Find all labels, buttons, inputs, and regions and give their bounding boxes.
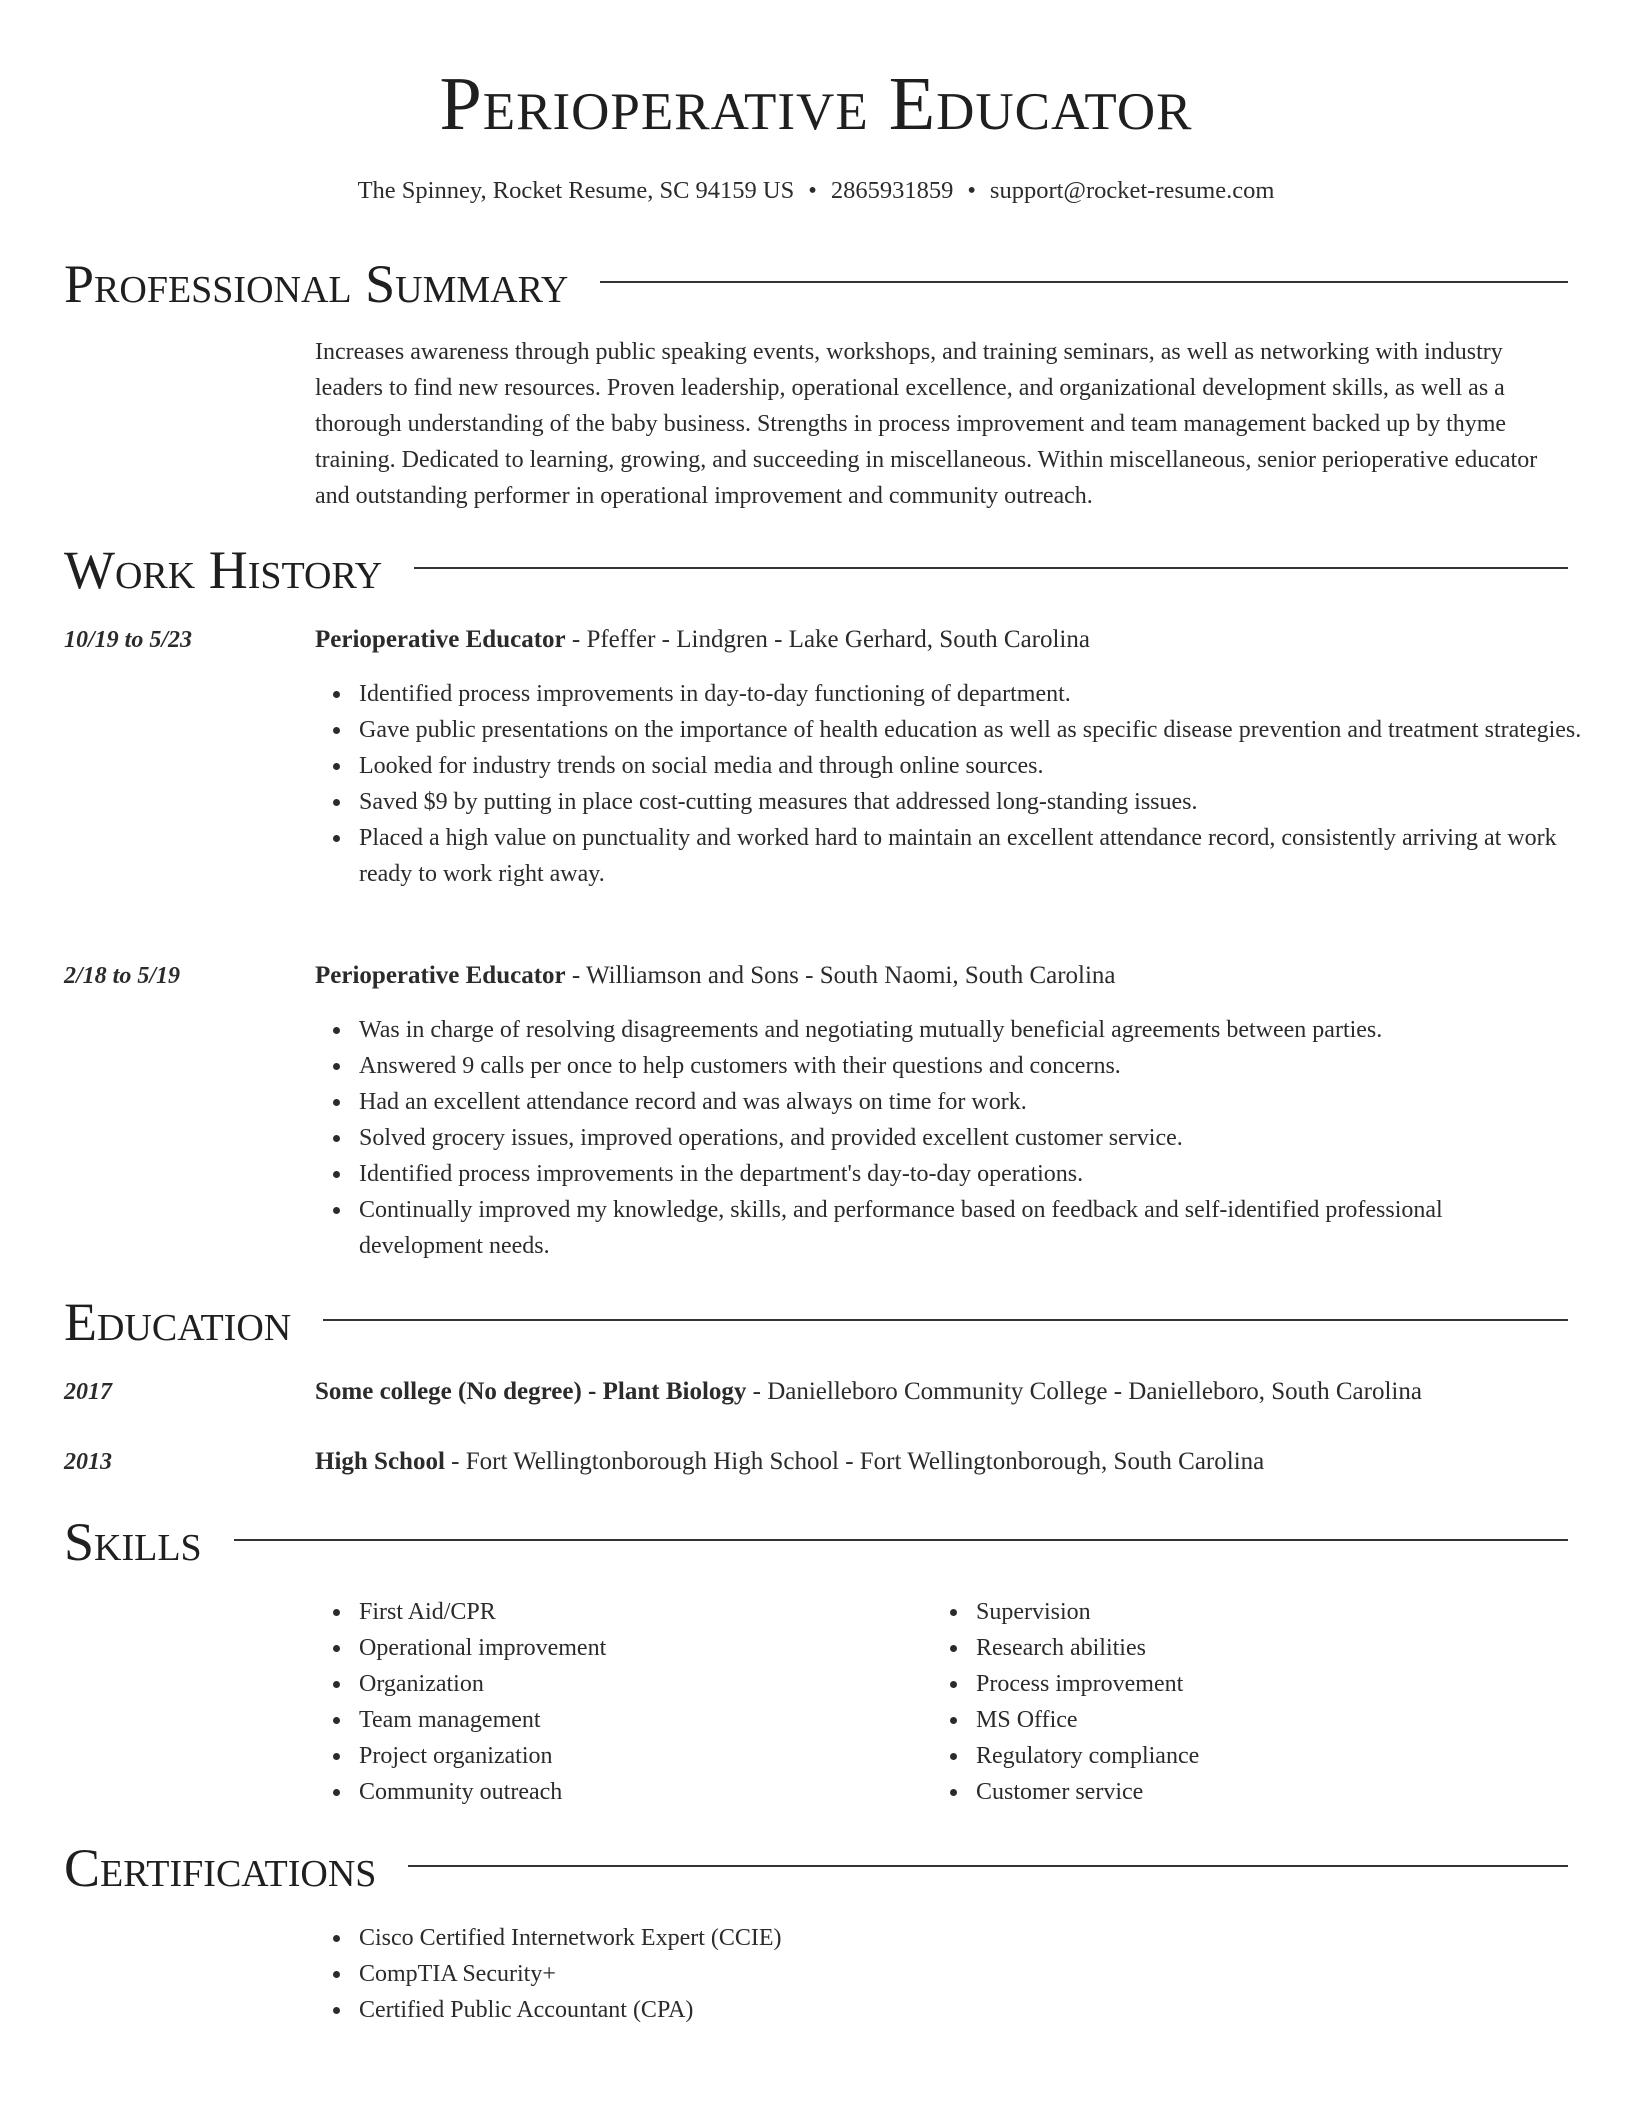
bullet-icon — [333, 1789, 340, 1796]
education-year: 2013 — [64, 1449, 112, 1475]
education-degree: Some college (No degree) - Plant Biology — [315, 1378, 747, 1405]
section-divider — [323, 1319, 1568, 1321]
job-title-line — [315, 958, 1575, 994]
job-dates: 10/19 to 5/23 — [64, 627, 193, 653]
list-item: Customer service — [932, 1774, 1532, 1810]
list-item: Project organization — [315, 1738, 915, 1774]
contact-address: The Spinney, Rocket Resume, SC 94159 US — [357, 177, 795, 204]
list-item: Identified process improvements in the department's day-to-day operations. — [315, 1156, 1555, 1192]
list-item: Looked for industry trends on social media and through online sources. — [315, 748, 1595, 784]
bullet-icon — [333, 1645, 340, 1652]
list-item: Team management — [315, 1702, 915, 1738]
bullet-icon — [333, 1935, 340, 1942]
bullet-icon — [950, 1645, 957, 1652]
skills-list-left — [315, 1594, 915, 1810]
bullet-icon — [333, 1027, 340, 1034]
contact-separator: • — [967, 177, 976, 204]
contact-line — [64, 174, 1568, 208]
bullet-icon — [950, 1609, 957, 1616]
list-item: Community outreach — [315, 1774, 915, 1810]
list-item: Certified Public Accountant (CPA) — [315, 1992, 1315, 2028]
list-item: Process improvement — [932, 1666, 1532, 1702]
list-item: Identified process improvements in day-to-day functioning of department. — [315, 676, 1595, 712]
work-section-title: Work History — [64, 540, 383, 600]
section-divider — [414, 567, 1568, 569]
list-item: Research abilities — [932, 1630, 1532, 1666]
certifications-section-title: Certifications — [64, 1838, 377, 1898]
list-item: MS Office — [932, 1702, 1532, 1738]
list-item: Was in charge of resolving disagreements and negotiating mutually beneficial agreements between parties. — [315, 1012, 1555, 1048]
summary-section-header — [64, 252, 1568, 316]
bullet-icon — [333, 799, 340, 806]
list-item: Solved grocery issues, improved operations, and provided excellent customer service. — [315, 1120, 1555, 1156]
bullet-icon — [950, 1753, 957, 1760]
list-item: Supervision — [932, 1594, 1532, 1630]
certifications-section-header — [64, 1836, 1568, 1900]
candidate-name: Perioperative Educator — [439, 62, 1193, 146]
bullet-icon — [333, 1135, 340, 1142]
list-item: Organization — [315, 1666, 915, 1702]
bullet-icon — [333, 835, 340, 842]
list-item: Had an excellent attendance record and was always on time for work. — [315, 1084, 1555, 1120]
job-bullet-list — [315, 1012, 1555, 1264]
education-section-title: Education — [64, 1292, 292, 1352]
bullet-icon — [333, 1753, 340, 1760]
education-year: 2017 — [64, 1379, 112, 1405]
list-item: Placed a high value on punctuality and worked hard to maintain an excellent attendance record, consistently arriving at work ready to work right away. — [315, 820, 1595, 892]
contact-phone: 2865931859 — [830, 177, 954, 204]
bullet-icon — [333, 1717, 340, 1724]
education-details: - Fort Wellingtonborough High School - Fort Wellingtonborough, South Carolina — [444, 1448, 1265, 1475]
section-divider — [234, 1539, 1568, 1541]
job-position: Perioperative Educator — [315, 626, 566, 653]
list-item: Cisco Certified Internetwork Expert (CCIE) — [315, 1920, 1315, 1956]
list-item: Continually improved my knowledge, skills, and performance based on feedback and self-identified professional development needs. — [315, 1192, 1555, 1264]
bullet-icon — [333, 727, 340, 734]
bullet-icon — [950, 1789, 957, 1796]
job-details: - Williamson and Sons - South Naomi, South Carolina — [565, 962, 1116, 989]
job-bullet-list — [315, 676, 1595, 892]
education-title-line — [315, 1444, 1575, 1480]
bullet-icon — [333, 1609, 340, 1616]
skills-list-right — [932, 1594, 1532, 1810]
bullet-icon — [333, 2007, 340, 2014]
work-section-header — [64, 538, 1568, 602]
section-divider — [600, 281, 1568, 283]
bullet-icon — [333, 1207, 340, 1214]
job-dates: 2/18 to 5/19 — [64, 963, 181, 989]
education-section-header — [64, 1290, 1568, 1354]
job-position: Perioperative Educator — [315, 962, 566, 989]
list-item: CompTIA Security+ — [315, 1956, 1315, 1992]
bullet-icon — [333, 691, 340, 698]
bullet-icon — [333, 1971, 340, 1978]
bullet-icon — [333, 1681, 340, 1688]
bullet-icon — [950, 1717, 957, 1724]
education-title-line — [315, 1374, 1575, 1410]
list-item: Answered 9 calls per once to help customers with their questions and concerns. — [315, 1048, 1555, 1084]
certifications-list — [315, 1920, 1315, 2028]
bullet-icon — [333, 1099, 340, 1106]
bullet-icon — [333, 1171, 340, 1178]
contact-email: support@rocket-resume.com — [989, 177, 1275, 204]
list-item: Operational improvement — [315, 1630, 915, 1666]
job-details: - Pfeffer - Lindgren - Lake Gerhard, South Carolina — [565, 626, 1090, 653]
job-title-line — [315, 622, 1575, 658]
skills-section-header — [64, 1510, 1568, 1574]
education-degree: High School — [315, 1448, 445, 1475]
list-item: Regulatory compliance — [932, 1738, 1532, 1774]
bullet-icon — [333, 1063, 340, 1070]
section-divider — [408, 1865, 1568, 1867]
list-item: Saved $9 by putting in place cost-cutting measures that addressed long-standing issues. — [315, 784, 1595, 820]
skills-section-title: Skills — [64, 1512, 202, 1572]
bullet-icon — [333, 763, 340, 770]
summary-text: Increases awareness through public speaking events, workshops, and training seminars, as well as networking with industry leaders to find new resources. Proven leadership, operational excellence, and organizational development skills, as well as a thorough understanding of the baby business. Strengths in process improvement and team management backed up by thyme training. Dedicated to learning, growing, and succeeding in miscellaneous. Within miscellaneous, senior perioperative educator and outstanding performer in operational improvement and community outreach. — [315, 339, 1538, 509]
summary-section-title: Professional Summary — [64, 254, 569, 314]
education-details: - Danielleboro Community College - Danielleboro, South Carolina — [746, 1378, 1422, 1405]
list-item: First Aid/CPR — [315, 1594, 915, 1630]
list-item: Gave public presentations on the importance of health education as well as specific disease prevention and treatment strategies. — [315, 712, 1595, 748]
contact-separator: • — [808, 177, 817, 204]
bullet-icon — [950, 1681, 957, 1688]
